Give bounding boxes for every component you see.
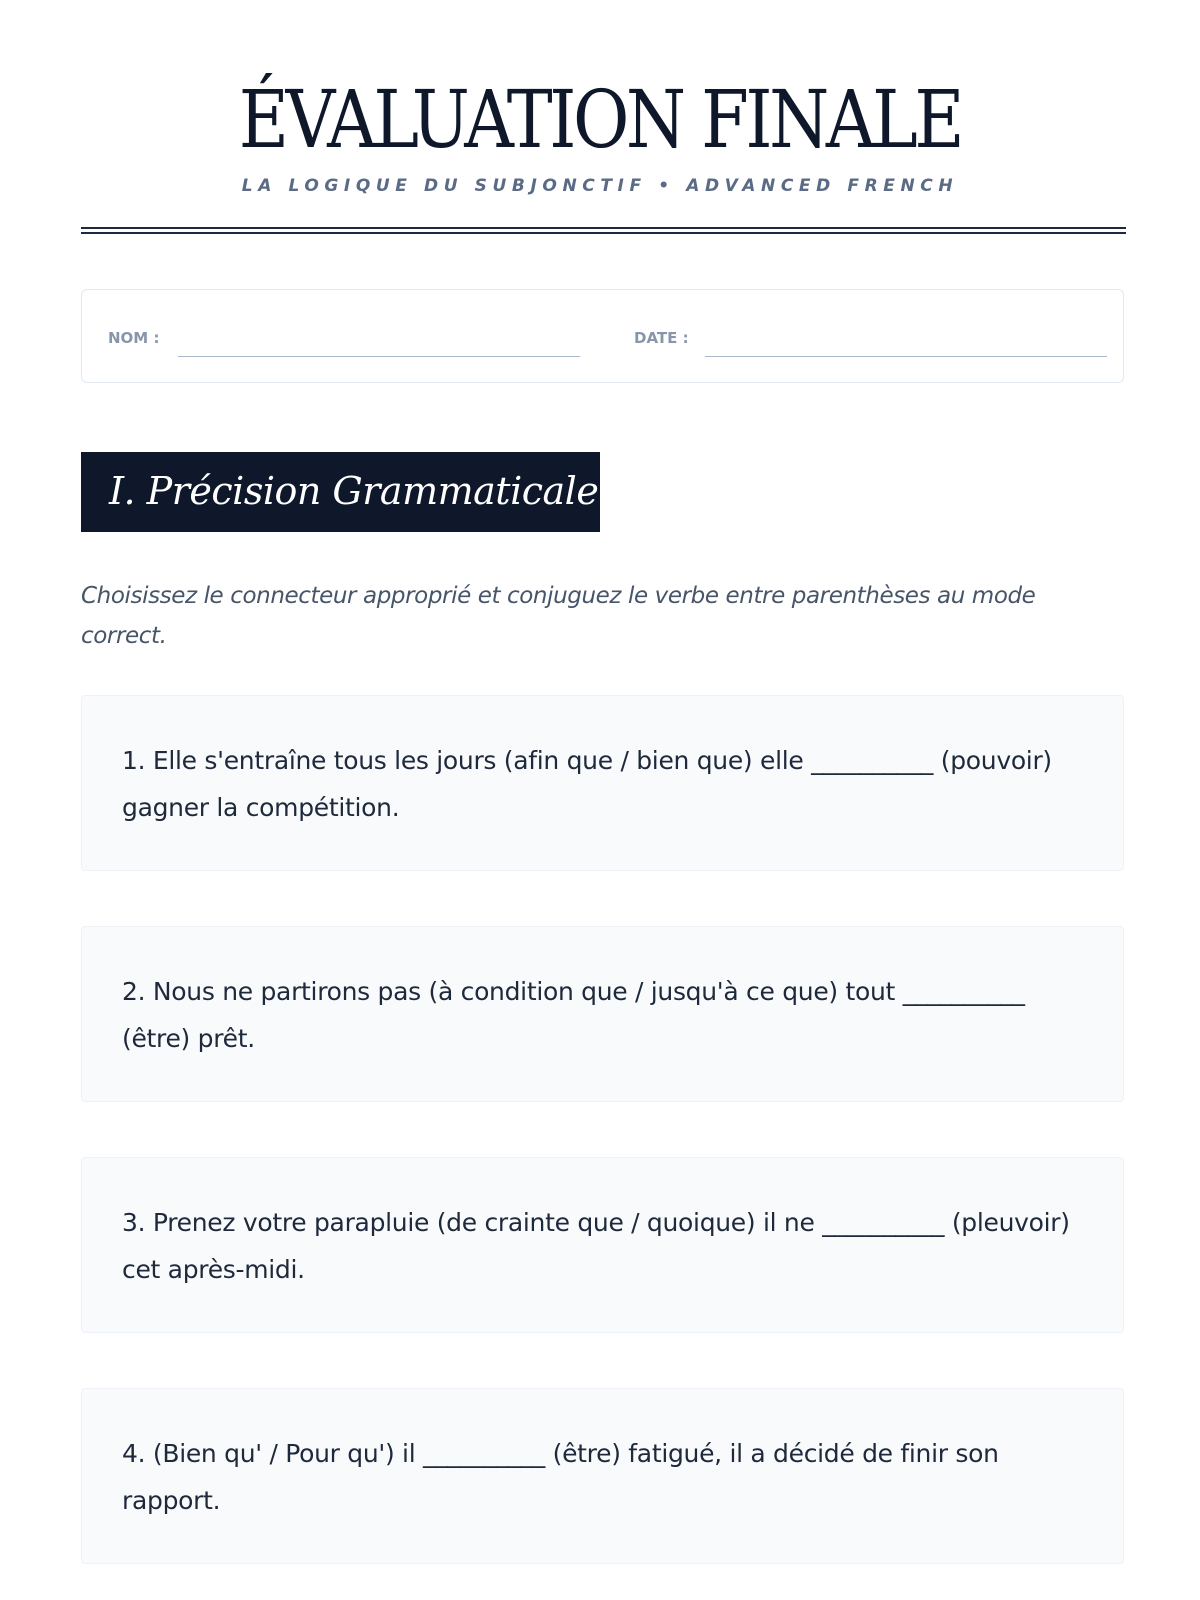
header-divider-top: [81, 227, 1126, 229]
student-info-card: [81, 289, 1124, 383]
question-card-1[interactable]: [81, 695, 1124, 871]
question-card-3[interactable]: [81, 1157, 1124, 1333]
name-field[interactable]: [178, 356, 580, 357]
question-text: 1. Elle s'entraîne tous les jours (afin que / bien que) elle __________ (pouvoir) gagner la compétition.: [122, 746, 1052, 822]
date-field[interactable]: [705, 356, 1107, 357]
page-title: ÉVALUATION FINALE: [238, 73, 962, 166]
header-divider-bottom: [81, 232, 1126, 234]
question-text: 3. Prenez votre parapluie (de crainte que / quoique) il ne __________ (pleuvoir) cet après-midi.: [122, 1208, 1070, 1284]
question-card-4[interactable]: [81, 1388, 1124, 1564]
question-card-2[interactable]: [81, 926, 1124, 1102]
page-subtitle: LA LOGIQUE DU SUBJONCTIF • ADVANCED FRENCH: [241, 176, 959, 196]
section-title: I. Précision Grammaticale: [109, 469, 599, 513]
question-text: 4. (Bien qu' / Pour qu') il __________ (être) fatigué, il a décidé de finir son rapport.: [122, 1439, 999, 1515]
date-label: DATE :: [634, 329, 689, 347]
section-banner: [81, 452, 600, 532]
name-label: NOM :: [108, 329, 160, 347]
question-text: 2. Nous ne partirons pas (à condition que / jusqu'à ce que) tout __________ (être) prêt.: [122, 977, 1025, 1053]
section-instructions: Choisissez le connecteur approprié et conjuguez le verbe entre parenthèses au mode correct.: [81, 583, 1036, 649]
